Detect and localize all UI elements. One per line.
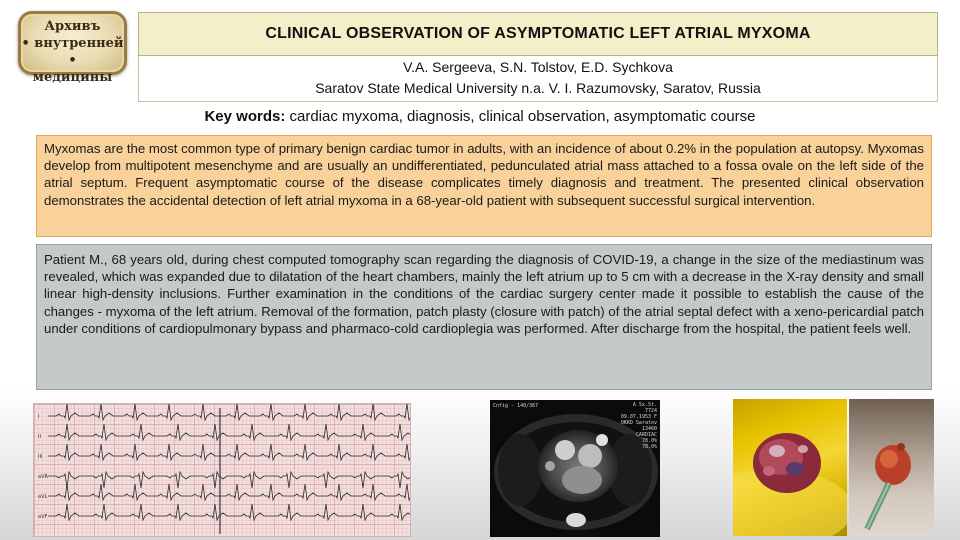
ct-scan-image [490, 400, 660, 537]
ct-hud-line: 09.07.1953 F [620, 414, 657, 420]
ecg-lead-label: aVL [38, 494, 48, 500]
specimen-bowl-graphic [733, 399, 847, 536]
ecg-trace [48, 424, 411, 440]
ecg-trace [48, 472, 411, 488]
title-banner [138, 12, 938, 56]
ecg-lead-label: aVR [38, 474, 48, 480]
ct-hud-right [621, 402, 657, 450]
abstract-panel [36, 135, 932, 237]
ct-hud-line: 13460 [641, 426, 657, 432]
keywords-text: cardiac myxoma, diagnosis, clinical observation, asymptomatic course [285, 108, 756, 125]
ct-hud-line: 78.0% [641, 444, 657, 450]
ecg-trace [48, 444, 411, 460]
journal-logo [18, 11, 127, 85]
specimen-instrument-graphic [849, 399, 934, 536]
ecg-lead-label: I [38, 414, 40, 420]
authors-block [138, 56, 938, 102]
ct-hud-line: A Sx.St. [632, 402, 657, 408]
authors: V.A. Sergeeva, S.N. Tolstov, E.D. Sychkova [403, 59, 673, 75]
ct-hud-line: CARDIAC [635, 432, 657, 438]
ecg-image [33, 403, 411, 537]
case-description-panel [36, 244, 932, 390]
ecg-trace [48, 504, 411, 520]
keywords-line [0, 108, 960, 125]
ct-hud-left: Cnfig - 140/367 [493, 403, 539, 409]
ecg-trace [48, 404, 411, 420]
ct-hud-line: OKKD Saratov [620, 420, 657, 426]
myxoma-specimen-photo [733, 399, 847, 536]
keywords-label: Key words: [204, 108, 286, 125]
ct-hud-line: 78.0% [641, 438, 657, 444]
ecg-lead-label: aVF [38, 514, 48, 520]
ecg-lead-label: III [38, 454, 43, 460]
abstract-text: Myxomas are the most common type of primary benign cardiac tumor in adults, with an incidence of about 0.2% in the population at autopsy. Myxomas develop from multipotent mesenchyme and are usually an undifferentiated, pedunculated atrial mass attached to a fossa ovale on the left side of the atrial septum. Frequent asymptomatic course of the disease complicates timely diagnosis and treatment. The presented clinical observation demonstrates the accidental detection of left atrial myxoma in a 68-year-old patient with subsequent successful surgical intervention. [44, 141, 924, 208]
logo-line-1: Архивъ [44, 19, 101, 34]
ecg-lead-label: II [38, 434, 41, 440]
ct-hud-line: 7724 [644, 408, 657, 414]
logo-line-2: • внутренней • [21, 36, 124, 68]
affiliation: Saratov State Medical University n.a. V. I. Razumovsky, Saratov, Russia [315, 80, 761, 96]
logo-line-3: медицины [32, 70, 113, 85]
case-text: Patient M., 68 years old, during chest computed tomography scan regarding the diagnosis of COVID-19, a change in the size of the mediastinum was revealed, which was expanded due to dilatation of the heart chambers, mainly the left atrium up to 5 cm with a decrease in the X-ray density and small linear high-density inclusions. Further examination in the conditions of the cardiac surgery center made it possible to establish the cause of the changes - myxoma of the left atrium. Removal of the formation, patch plasty (closure with patch) of the atrial septal defect with a xeno-pericardial patch under conditions of cardiopulmonary bypass and pharmaco-cold cardioplegia was performed. After discharge from the hospital, the patient feels well. [44, 252, 924, 336]
ecg-traces [34, 404, 411, 537]
ecg-trace [48, 484, 411, 500]
myxoma-removal-photo [849, 399, 934, 536]
page-title: CLINICAL OBSERVATION OF ASYMPTOMATIC LEFT ATRIAL MYXOMA [265, 25, 811, 42]
